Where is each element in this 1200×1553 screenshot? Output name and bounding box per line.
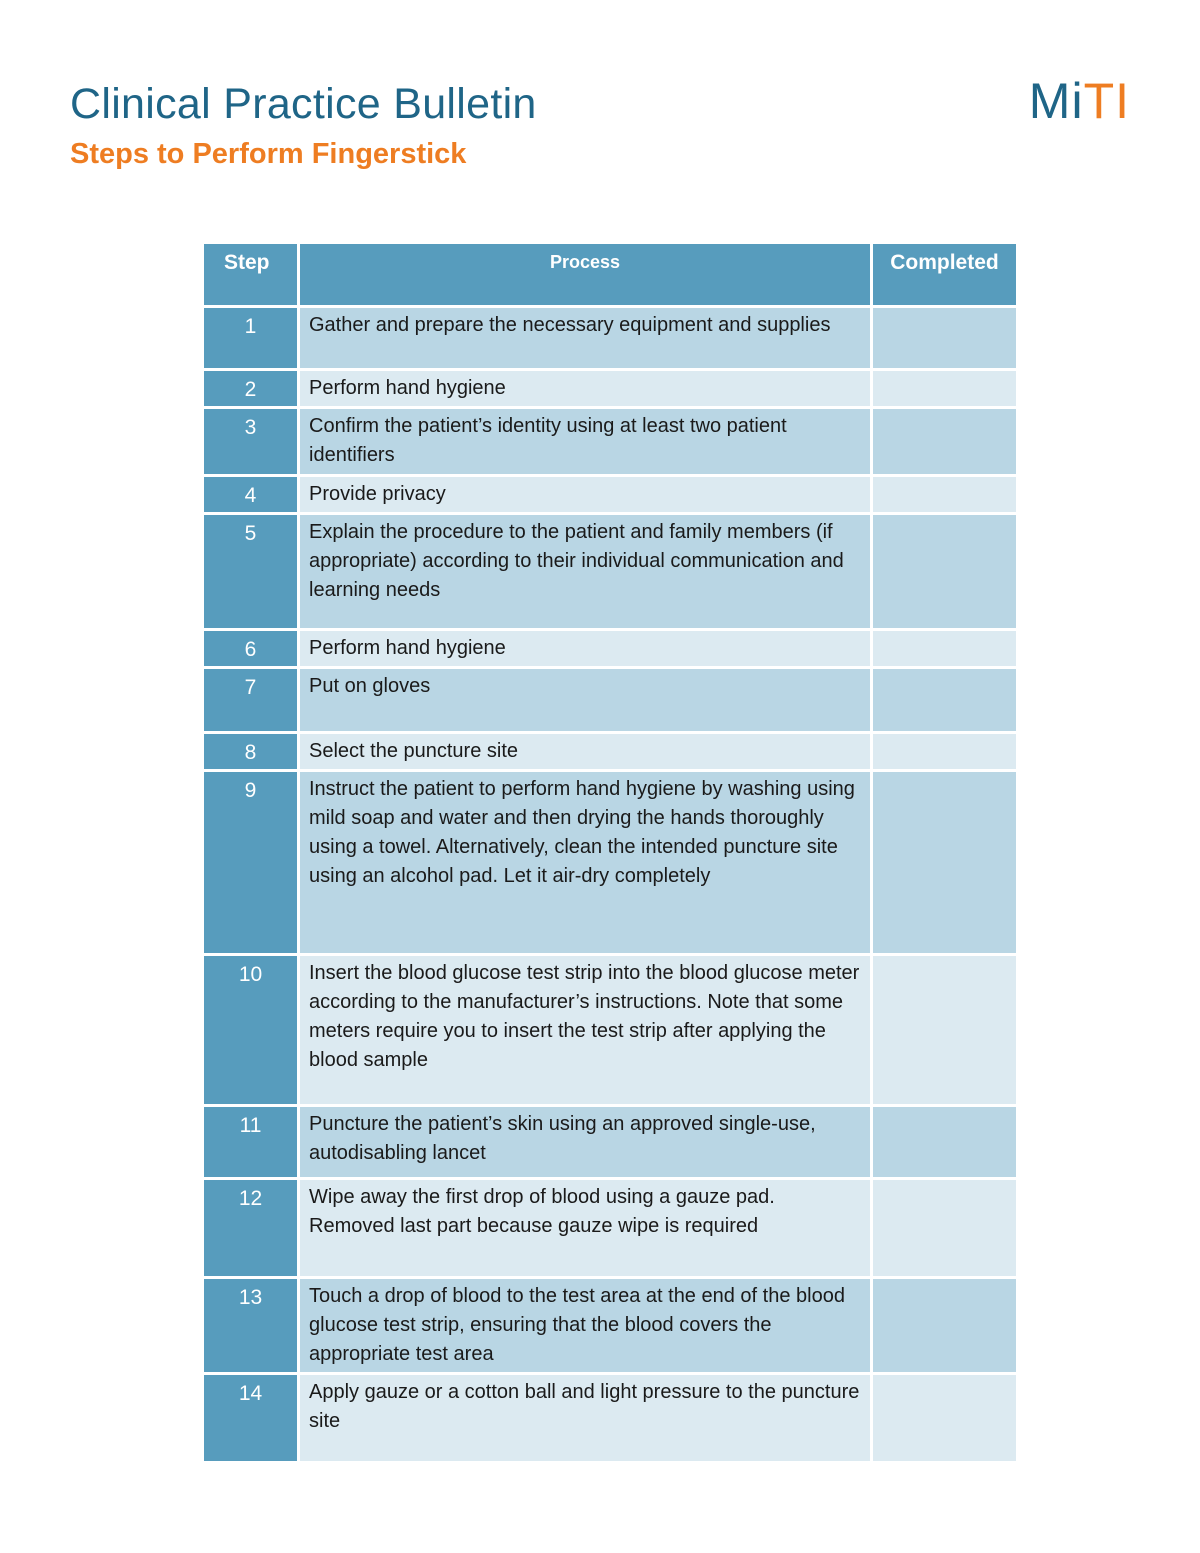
step-completed-cell[interactable]	[872, 1374, 1018, 1463]
step-number: 14	[203, 1374, 299, 1463]
page-subtitle: Steps to Perform Fingerstick	[70, 138, 467, 170]
step-number: 2	[203, 370, 299, 408]
step-completed-cell[interactable]	[872, 307, 1018, 370]
logo-text-ti: TI	[1083, 73, 1130, 129]
step-completed-cell[interactable]	[872, 1106, 1018, 1179]
step-number: 8	[203, 733, 299, 771]
step-number: 9	[203, 771, 299, 955]
step-process: Select the puncture site	[299, 733, 872, 771]
step-number: 3	[203, 408, 299, 476]
table-row	[203, 1179, 1018, 1278]
table-row	[203, 514, 1018, 630]
step-number: 11	[203, 1106, 299, 1179]
step-number: 5	[203, 514, 299, 630]
step-number: 10	[203, 955, 299, 1106]
step-completed-cell[interactable]	[872, 771, 1018, 955]
table-row	[203, 955, 1018, 1106]
table-row	[203, 668, 1018, 733]
step-process: Wipe away the first drop of blood using a gauze pad. Removed last part because gauze wipe is required	[299, 1179, 872, 1278]
miti-logo	[1029, 72, 1130, 130]
table-row	[203, 1374, 1018, 1463]
table-row	[203, 1106, 1018, 1179]
step-completed-cell[interactable]	[872, 514, 1018, 630]
step-completed-cell[interactable]	[872, 1179, 1018, 1278]
step-number: 13	[203, 1278, 299, 1374]
table-header-row	[203, 243, 1018, 307]
step-process: Put on gloves	[299, 668, 872, 733]
table-row	[203, 733, 1018, 771]
table-row	[203, 307, 1018, 370]
step-completed-cell[interactable]	[872, 955, 1018, 1106]
column-header-step: Step	[203, 243, 299, 307]
table-row	[203, 771, 1018, 955]
table-row	[203, 476, 1018, 514]
step-process: Provide privacy	[299, 476, 872, 514]
step-number: 1	[203, 307, 299, 370]
step-number: 7	[203, 668, 299, 733]
step-process: Gather and prepare the necessary equipment and supplies	[299, 307, 872, 370]
step-completed-cell[interactable]	[872, 476, 1018, 514]
step-process: Touch a drop of blood to the test area at the end of the blood glucose test strip, ensuring that the blood covers the appropriate test area	[299, 1278, 872, 1374]
step-number: 6	[203, 630, 299, 668]
step-completed-cell[interactable]	[872, 408, 1018, 476]
column-header-process: Process	[299, 243, 872, 307]
step-completed-cell[interactable]	[872, 733, 1018, 771]
page-title: Clinical Practice Bulletin	[70, 80, 537, 128]
step-completed-cell[interactable]	[872, 370, 1018, 408]
step-process: Insert the blood glucose test strip into the blood glucose meter according to the manufacturer’s instructions. Note that some meters require you to insert the test strip after applying the blood sample	[299, 955, 872, 1106]
step-process: Explain the procedure to the patient and family members (if appropriate) according to their individual communication and learning needs	[299, 514, 872, 630]
step-process: Apply gauze or a cotton ball and light pressure to the puncture site	[299, 1374, 872, 1463]
logo-text-mi: Mi	[1028, 73, 1084, 129]
step-process: Instruct the patient to perform hand hygiene by washing using mild soap and water and then drying the hands thoroughly using a towel. Alternatively, clean the intended puncture site using an alcohol pad. Let it air-dry completely	[299, 771, 872, 955]
step-completed-cell[interactable]	[872, 630, 1018, 668]
table-row	[203, 370, 1018, 408]
table-row	[203, 408, 1018, 476]
column-header-completed: Completed	[872, 243, 1018, 307]
step-process: Perform hand hygiene	[299, 630, 872, 668]
step-completed-cell[interactable]	[872, 668, 1018, 733]
step-process: Puncture the patient’s skin using an approved single-use, autodisabling lancet	[299, 1106, 872, 1179]
table-row	[203, 630, 1018, 668]
table-row	[203, 1278, 1018, 1374]
steps-table	[201, 241, 1019, 1464]
step-number: 4	[203, 476, 299, 514]
step-process: Confirm the patient’s identity using at least two patient identifiers	[299, 408, 872, 476]
step-process: Perform hand hygiene	[299, 370, 872, 408]
step-number: 12	[203, 1179, 299, 1278]
step-completed-cell[interactable]	[872, 1278, 1018, 1374]
